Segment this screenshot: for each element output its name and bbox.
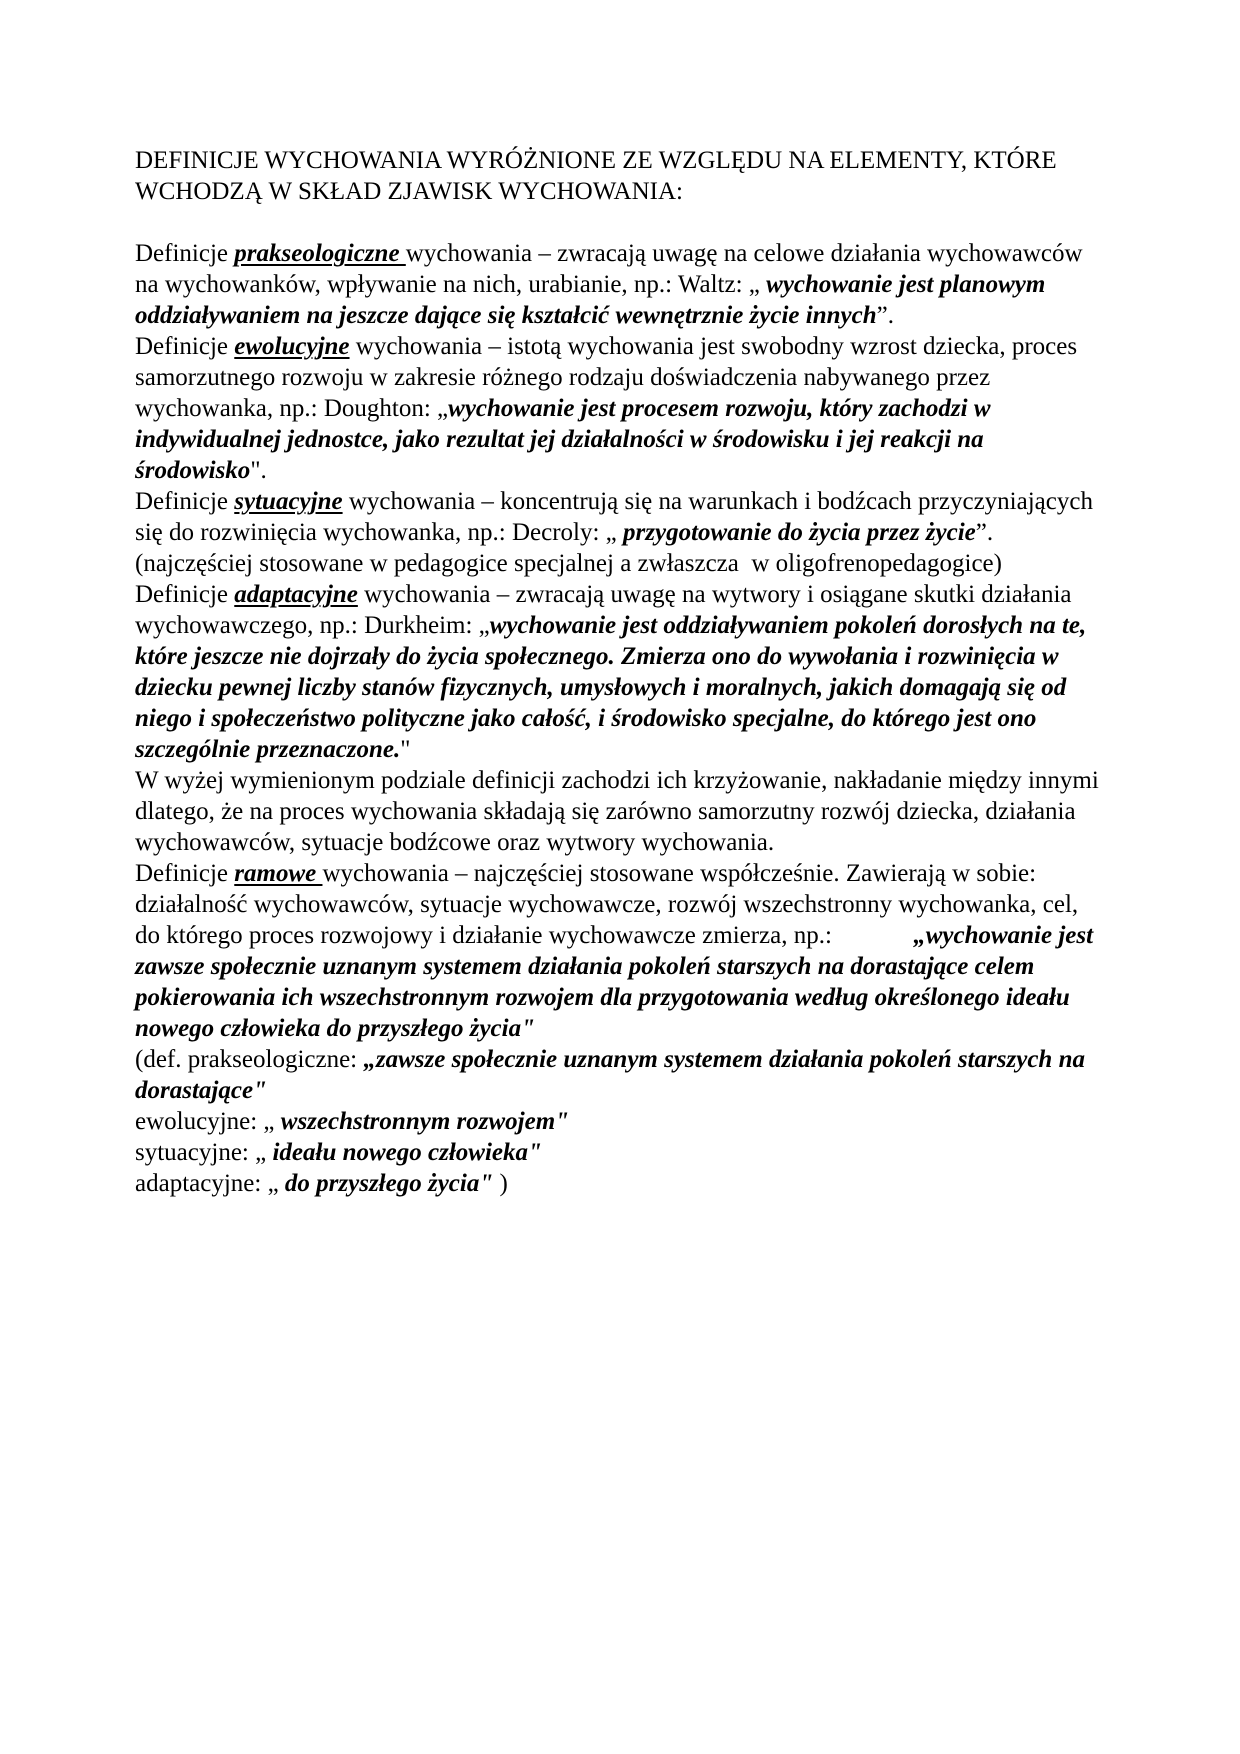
text-segment: "	[400, 736, 411, 763]
text-segment: wychowania – istotą wychowania jest swobodny wzrost dziecka, proces samorzutnego rozwoju w zakresie różnego rodzaju doświadczenia nabywanego przez wychowanka, np.: Doughton: „	[135, 333, 1084, 422]
paragraph	[135, 238, 1107, 331]
text-segment: wychowanie jest planowym oddziaływaniem na jeszcze dające się kształcić wewnętrznie życie innych	[135, 271, 1052, 329]
text-segment: )	[493, 1170, 508, 1197]
text-segment: wychowania – koncentrują się na warunkach i bodźcach przyczyniających się do rozwinięcia wychowanka, np.: Decroly: „	[135, 488, 1100, 546]
paragraph	[135, 486, 1107, 579]
text-segment: sytuacyjne: „	[135, 1139, 273, 1166]
text-segment: adaptacyjne: „	[135, 1170, 285, 1197]
text-segment: ideału nowego człowieka"	[272, 1139, 542, 1166]
text-segment: Definicje	[135, 333, 235, 360]
text-segment: Definicje	[135, 860, 235, 887]
document-body	[135, 238, 1107, 1199]
text-segment: ”.	[876, 302, 894, 329]
text-segment: wychowania – najczęściej stosowane współcześnie. Zawierają w sobie: działalność wychowawców, sytuacje wychowawcze, rozwój wszechstronny wychowanka, cel, do którego proces rozwojowy i działanie wychowawcze zmierza, np.:	[135, 860, 1085, 949]
paragraph	[135, 1106, 1107, 1137]
paragraph	[135, 579, 1107, 765]
paragraph	[135, 765, 1107, 858]
text-segment: Definicje	[135, 581, 235, 608]
text-segment: wychowania – zwracają uwagę na wytwory i osiągane skutki działania wychowawczego, np.: Durkheim: „	[135, 581, 1078, 639]
paragraph	[135, 1137, 1107, 1168]
text-segment: adaptacyjne	[234, 581, 358, 608]
text-segment: wychowanie jest procesem rozwoju, który zachodzi w indywidualnej jednostce, jako rezultat jej działalności w środowisku i jej reakcji na środowisko	[135, 395, 997, 484]
paragraph	[135, 858, 1107, 1044]
text-segment: Definicje	[135, 488, 235, 515]
paragraph	[135, 1168, 1107, 1199]
text-segment: ”.(najczęściej stosowane w pedagogice specjalnej a zwłaszcza w oligofrenopedagogice)	[135, 519, 1002, 577]
text-segment: sytuacyjne	[234, 488, 343, 515]
text-segment: „wychowanie jest zawsze społecznie uznanym systemem działania pokoleń starszych na dorastające celem pokierowania ich wszechstronnym rozwojem dla przygotowania według określonego ideału nowego człowieka do przyszłego życia"	[135, 922, 1100, 1042]
text-segment: (def. prakseologiczne:	[135, 1046, 364, 1073]
document-heading: DEFINICJE WYCHOWANIA WYRÓŻNIONE ZE WZGLĘDU NA ELEMENTY, KTÓRE WCHODZĄ W SKŁAD ZJAWISK WYCHOWANIA:	[135, 147, 1063, 205]
paragraph	[135, 1044, 1107, 1106]
text-segment: „zawsze społecznie uznanym systemem działania pokoleń starszych na dorastające"	[135, 1046, 1092, 1104]
text-segment: ".	[250, 457, 267, 484]
text-segment: wychowania – zwracają uwagę na celowe działania wychowawców na wychowanków, wpływanie na nich, urabianie, np.: Waltz: „	[135, 240, 1089, 298]
text-segment: W wyżej wymienionym podziale definicji zachodzi ich krzyżowanie, nakładanie między innymi dlatego, że na proces wychowania składają się zarówno samorzutny rozwój dziecka, działania wychowawców, sytuacje bodźcowe oraz wytwory wychowania.	[135, 767, 1106, 856]
text-segment: do przyszłego życia"	[284, 1170, 494, 1197]
text-segment: wszechstronnym rozwojem"	[280, 1108, 570, 1135]
text-segment: ewolucyjne: „	[135, 1108, 281, 1135]
text-segment: ramowe	[234, 860, 323, 887]
text-segment: wychowanie jest oddziaływaniem pokoleń dorosłych na te, które jeszcze nie dojrzały do życia społecznego. Zmierza ono do wywołania i rozwinięcia w dziecku pewnej liczby stanów fizycznych, umysłowych i moralnych, jakich domagają się od niego i społeczeństwo polityczne jako całość, i środowisko specjalne, do którego jest ono szczególnie przeznaczone.	[135, 612, 1093, 763]
text-segment: ewolucyjne	[234, 333, 350, 360]
text-segment: Definicje	[135, 240, 235, 267]
text-segment: prakseologiczne	[234, 240, 406, 267]
text-segment: przygotowanie do życia przez życie	[623, 519, 976, 546]
paragraph	[135, 331, 1107, 486]
